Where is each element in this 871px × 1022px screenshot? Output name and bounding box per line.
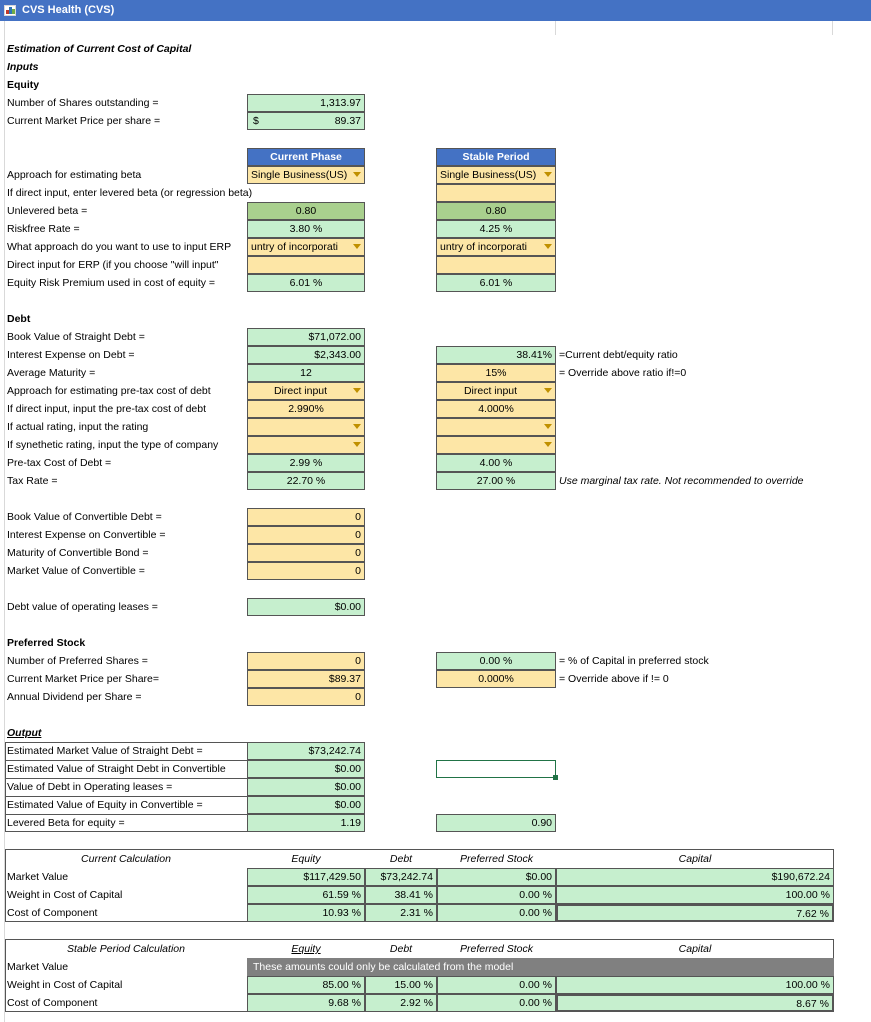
- stable-cost-preferred[interactable]: 0.00 %: [437, 994, 556, 1012]
- levered-beta-stable[interactable]: 0.90: [436, 814, 556, 832]
- conv-book-input[interactable]: 0: [247, 508, 365, 526]
- stable-calc-title: Stable Period Calculation: [67, 943, 185, 955]
- current-cost-debt[interactable]: 2.31 %: [365, 904, 437, 922]
- dropdown-arrow-icon[interactable]: [353, 442, 361, 447]
- direct-beta-label: If direct input, enter levered beta (or regression beta): [7, 187, 253, 199]
- debt-interest-input[interactable]: $2,343.00: [247, 346, 365, 364]
- op-leases-value[interactable]: $0.00: [247, 778, 365, 796]
- stable-col-equity: Equity: [291, 943, 321, 955]
- mv-debt-label: Estimated Market Value of Straight Debt =: [7, 745, 203, 757]
- stable-weight-equity[interactable]: 85.00 %: [247, 976, 365, 994]
- pref-shares-label: Number of Preferred Shares =: [7, 655, 148, 667]
- current-cost-equity[interactable]: 10.93 %: [247, 904, 365, 922]
- conv-maturity-input[interactable]: 0: [247, 544, 365, 562]
- actual-rating-label: If actual rating, input the rating: [7, 421, 149, 433]
- window-title: CVS Health (CVS): [22, 4, 115, 16]
- leases-label: Debt value of operating leases =: [7, 601, 158, 613]
- dropdown-arrow-icon[interactable]: [353, 172, 361, 177]
- fill-handle[interactable]: [553, 775, 558, 780]
- current-col-debt: Debt: [389, 853, 413, 865]
- eq-conv-label: Estimated Value of Equity in Convertible =: [7, 799, 203, 811]
- output-box-border: [5, 742, 6, 832]
- erp-approach-stable-dropdown[interactable]: [436, 238, 556, 256]
- inputs-label: Inputs: [7, 61, 39, 73]
- pref-override-stable-input[interactable]: 0.000%: [436, 670, 556, 688]
- stable-weight-debt[interactable]: 15.00 %: [365, 976, 437, 994]
- debt-interest-label: Interest Expense on Debt =: [7, 349, 135, 361]
- current-weight-equity[interactable]: 61.59 %: [247, 886, 365, 904]
- beta-approach-current-dropdown[interactable]: [247, 166, 365, 184]
- conv-debt-label: Estimated Value of Straight Debt in Convertible: [7, 763, 226, 775]
- stable-weight-label: Weight in Cost of Capital: [7, 979, 123, 991]
- pretax-cost-label: Pre-tax Cost of Debt =: [7, 457, 112, 469]
- stable-col-capital: Capital: [678, 943, 712, 955]
- synthetic-stable-dropdown[interactable]: [436, 436, 556, 454]
- dropdown-arrow-icon[interactable]: [353, 244, 361, 249]
- erp-direct-label: Direct input for ERP (if you choose "will input": [7, 259, 219, 271]
- conv-maturity-label: Maturity of Convertible Bond =: [7, 547, 149, 559]
- current-cost-preferred[interactable]: 0.00 %: [437, 904, 556, 922]
- equity-label: Equity: [7, 79, 40, 91]
- pref-pct-stable[interactable]: 0.00 %: [436, 652, 556, 670]
- current-cost-label: Cost of Component: [7, 907, 98, 919]
- pref-price-label: Current Market Price per Share=: [7, 673, 160, 685]
- current-mv-preferred[interactable]: $0.00: [437, 868, 556, 886]
- conv-interest-input[interactable]: 0: [247, 526, 365, 544]
- levered-beta-label: Levered Beta for equity =: [7, 817, 125, 829]
- stable-weight-capital[interactable]: 100.00 %: [556, 976, 834, 994]
- debt-book-label: Book Value of Straight Debt =: [7, 331, 145, 343]
- dropdown-arrow-icon[interactable]: [544, 424, 552, 429]
- shares-label: Number of Shares outstanding =: [7, 97, 159, 109]
- stable-mv-label: Market Value: [7, 961, 69, 973]
- conv-debt-value[interactable]: $0.00: [247, 760, 365, 778]
- conv-book-label: Book Value of Convertible Debt =: [7, 511, 162, 523]
- sheet-heading: Estimation of Current Cost of Capital: [7, 43, 192, 55]
- pref-shares-input[interactable]: 0: [247, 652, 365, 670]
- current-calc-title: Current Calculation: [81, 853, 171, 865]
- erp-used-stable[interactable]: 6.01 %: [436, 274, 556, 292]
- unlevered-beta-stable[interactable]: 0.80: [436, 202, 556, 220]
- current-mv-label: Market Value: [7, 871, 69, 883]
- current-col-capital: Capital: [678, 853, 712, 865]
- pref-price-input[interactable]: $89.37: [247, 670, 365, 688]
- debt-book-input[interactable]: $71,072.00: [247, 328, 365, 346]
- stable-col-debt: Debt: [389, 943, 413, 955]
- riskfree-current-input[interactable]: 3.80 %: [247, 220, 365, 238]
- erp-approach-current-dropdown[interactable]: [247, 238, 365, 256]
- unlevered-beta-current[interactable]: 0.80: [247, 202, 365, 220]
- current-mv-equity[interactable]: $117,429.50: [247, 868, 365, 886]
- conv-interest-label: Interest Expense on Convertible =: [7, 529, 166, 541]
- current-mv-capital[interactable]: $190,672.24: [556, 868, 834, 886]
- tax-rate-current-input[interactable]: 22.70 %: [247, 472, 365, 490]
- debt-label: Debt: [7, 313, 31, 325]
- dropdown-arrow-icon[interactable]: [544, 442, 552, 447]
- current-col-preferred: Preferred Stock: [460, 853, 533, 865]
- actual-rating-current-dropdown[interactable]: [247, 418, 365, 436]
- dropdown-arrow-icon[interactable]: [544, 388, 552, 393]
- price-value: 89.37: [334, 115, 361, 127]
- price-input[interactable]: [247, 112, 365, 130]
- price-currency: $: [253, 115, 259, 127]
- beta-approach-label: Approach for estimating beta: [7, 169, 142, 181]
- synthetic-current-dropdown[interactable]: [247, 436, 365, 454]
- erp-approach-label: What approach do you want to use to input ERP: [7, 241, 232, 253]
- de-ratio-note: =Current debt/equity ratio: [559, 349, 678, 361]
- price-label: Current Market Price per share =: [7, 115, 161, 127]
- current-cost-capital[interactable]: 7.62 %: [556, 904, 834, 922]
- maturity-label: Average Maturity =: [7, 367, 96, 379]
- erp-used-label: Equity Risk Premium used in cost of equity =: [7, 277, 216, 289]
- erp-approach-stable-value: untry of incorporati: [440, 241, 527, 253]
- pretax-approach-current-value: Direct input: [273, 385, 328, 397]
- conv-market-label: Market Value of Convertible =: [7, 565, 145, 577]
- direct-pretax-current-input[interactable]: 2.990%: [247, 400, 365, 418]
- current-mv-debt[interactable]: $73,242.74: [365, 868, 437, 886]
- beta-approach-current-value: Single Business(US): [251, 169, 348, 181]
- maturity-input[interactable]: 12: [247, 364, 365, 382]
- op-leases-label: Value of Debt in Operating leases =: [7, 781, 173, 793]
- current-weight-debt[interactable]: 38.41 %: [365, 886, 437, 904]
- dropdown-arrow-icon[interactable]: [353, 424, 361, 429]
- grid-line: [832, 21, 833, 35]
- leases-value[interactable]: $0.00: [247, 598, 365, 616]
- beta-approach-stable-dropdown[interactable]: [436, 166, 556, 184]
- col-header-current: Current Phase: [247, 148, 365, 166]
- tax-rate-stable-input[interactable]: 27.00 %: [436, 472, 556, 490]
- erp-direct-stable-input[interactable]: [436, 256, 556, 274]
- stable-mv-note: These amounts could only be calculated from the model: [253, 961, 514, 973]
- eq-conv-value[interactable]: $0.00: [247, 796, 365, 814]
- levered-beta-current[interactable]: 1.19: [247, 814, 365, 832]
- window-title-bar: [0, 0, 871, 21]
- pretax-approach-stable-value: Direct input: [463, 385, 518, 397]
- erp-direct-current-input[interactable]: [247, 256, 365, 274]
- spreadsheet-icon: [4, 5, 16, 16]
- tax-rate-note: Use marginal tax rate. Not recommended to override: [559, 475, 804, 487]
- riskfree-label: Riskfree Rate =: [7, 223, 80, 235]
- current-weight-preferred[interactable]: 0.00 %: [437, 886, 556, 904]
- pref-dividend-input[interactable]: 0: [247, 688, 365, 706]
- override-ratio-note: = Override above ratio if!=0: [559, 367, 687, 379]
- direct-beta-stable-input[interactable]: [436, 184, 556, 202]
- pretax-approach-label: Approach for estimating pre-tax cost of debt: [7, 385, 211, 397]
- pref-dividend-label: Annual Dividend per Share =: [7, 691, 142, 703]
- stable-cost-label: Cost of Component: [7, 997, 98, 1009]
- grid-line: [555, 21, 556, 35]
- pref-pct-note: = % of Capital in preferred stock: [559, 655, 709, 667]
- de-ratio-stable[interactable]: 38.41%: [436, 346, 556, 364]
- col-header-stable: Stable Period: [436, 148, 556, 166]
- dropdown-arrow-icon[interactable]: [353, 388, 361, 393]
- shares-input[interactable]: 1,313.97: [247, 94, 365, 112]
- riskfree-stable-input[interactable]: 4.25 %: [436, 220, 556, 238]
- dropdown-arrow-icon[interactable]: [544, 244, 552, 249]
- direct-pretax-stable-input[interactable]: 4.000%: [436, 400, 556, 418]
- pretax-cost-stable[interactable]: 4.00 %: [436, 454, 556, 472]
- output-label: Output: [7, 727, 42, 739]
- stable-cost-capital[interactable]: 8.67 %: [556, 994, 834, 1012]
- pretax-approach-stable-dropdown[interactable]: [436, 382, 556, 400]
- synthetic-rating-label: If synethetic rating, input the type of company: [7, 439, 219, 451]
- stable-col-preferred: Preferred Stock: [460, 943, 533, 955]
- dropdown-arrow-icon[interactable]: [544, 172, 552, 177]
- tax-rate-label: Tax Rate =: [7, 475, 58, 487]
- pretax-approach-current-dropdown[interactable]: [247, 382, 365, 400]
- mv-debt-value[interactable]: $73,242.74: [247, 742, 365, 760]
- actual-rating-stable-dropdown[interactable]: [436, 418, 556, 436]
- unlevered-beta-label: Unlevered beta =: [7, 205, 88, 217]
- current-weight-label: Weight in Cost of Capital: [7, 889, 123, 901]
- current-weight-capital[interactable]: 100.00 %: [556, 886, 834, 904]
- conv-market-input[interactable]: 0: [247, 562, 365, 580]
- direct-pretax-label: If direct input, input the pre-tax cost of debt: [7, 403, 207, 415]
- pref-override-note: = Override above if != 0: [559, 673, 669, 685]
- override-ratio-stable-input[interactable]: 15%: [436, 364, 556, 382]
- beta-approach-stable-value: Single Business(US): [440, 169, 537, 181]
- stable-weight-preferred[interactable]: 0.00 %: [437, 976, 556, 994]
- preferred-label: Preferred Stock: [7, 637, 86, 649]
- current-col-equity: Equity: [291, 853, 321, 865]
- erp-used-current[interactable]: 6.01 %: [247, 274, 365, 292]
- stable-cost-debt[interactable]: 2.92 %: [365, 994, 437, 1012]
- selected-cell[interactable]: [436, 760, 556, 778]
- pretax-cost-current[interactable]: 2.99 %: [247, 454, 365, 472]
- erp-approach-current-value: untry of incorporati: [251, 241, 338, 253]
- stable-cost-equity[interactable]: 9.68 %: [247, 994, 365, 1012]
